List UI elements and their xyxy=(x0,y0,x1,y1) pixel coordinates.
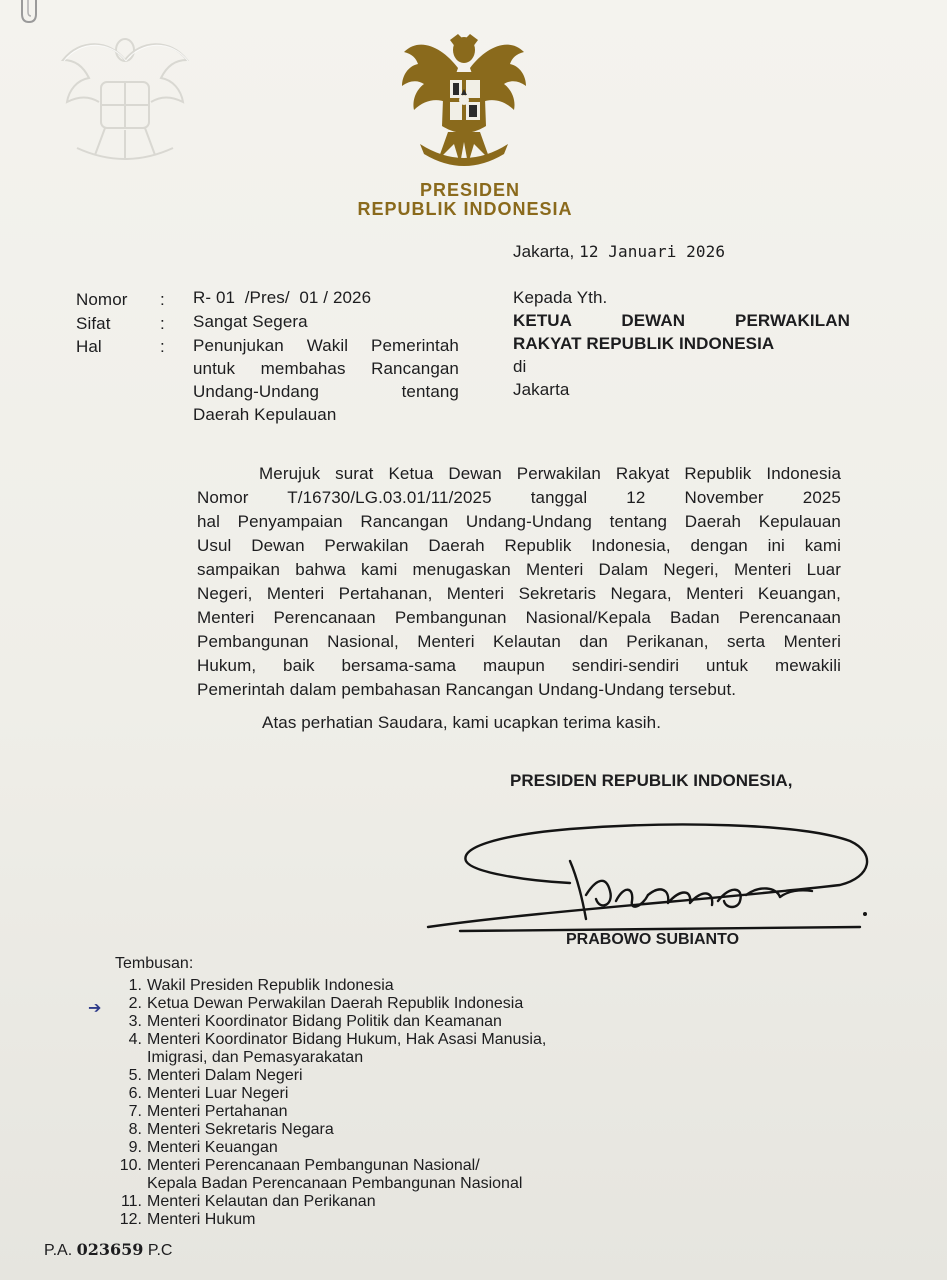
body-line: Usul Dewan Perwakilan Daerah Republik Indonesia, dengan ini kami xyxy=(197,536,841,555)
serial-suffix: P.C xyxy=(147,1242,173,1259)
list-item xyxy=(112,1031,632,1067)
list-item-number: 9. xyxy=(128,1139,142,1156)
signatory-name: PRABOWO SUBIANTO xyxy=(566,931,740,948)
hal-value xyxy=(193,334,459,426)
body-line: sampaikan bahwa kami menugaskan Menteri Dalam Negeri, Menteri Luar xyxy=(197,560,841,579)
recipient-line-1: KETUA DEWAN PERWAKILAN xyxy=(513,311,850,330)
body-line: Merujuk surat Ketua Dewan Perwakilan Rakyat Republik Indonesia xyxy=(259,464,841,483)
hal-line: Penunjukan Wakil Pemerintah xyxy=(193,336,459,355)
list-item-text: Menteri Dalam Negeri xyxy=(147,1067,303,1084)
list-item xyxy=(112,1067,632,1085)
hal-colon: : xyxy=(160,337,165,356)
hal-label: Hal xyxy=(76,337,102,356)
nomor-colon: : xyxy=(160,290,165,309)
body-line: Pembangunan Nasional, Menteri Kelautan dan Perikanan, serta Menteri xyxy=(197,632,841,651)
list-item xyxy=(112,977,632,995)
list-item-number: 2. xyxy=(128,995,142,1012)
tembusan-list xyxy=(112,977,632,1229)
list-item-text: Menteri Pertahanan xyxy=(147,1103,288,1120)
body-paragraph xyxy=(197,462,841,702)
list-item-text: Imigrasi, dan Pemasyarakatan xyxy=(147,1049,364,1066)
document-serial xyxy=(44,1240,172,1260)
recipient-di: di xyxy=(513,357,527,376)
list-item xyxy=(112,1211,632,1229)
list-item-number: 12. xyxy=(119,1211,142,1228)
body-line: Nomor T/16730/LG.03.01/11/2025 tanggal 12 November 2025 xyxy=(197,488,841,507)
serial-number: 023659 xyxy=(76,1240,144,1259)
list-item-number: 10. xyxy=(119,1157,142,1174)
date: 12 Januari 2026 xyxy=(579,242,726,261)
list-item xyxy=(112,995,632,1013)
list-item-number: 11. xyxy=(120,1193,142,1210)
embossed-garuda-seal-icon xyxy=(55,30,195,175)
list-item-text: Menteri Sekretaris Negara xyxy=(147,1121,334,1138)
list-item-text: Kepala Badan Perencanaan Pembangunan Nasional xyxy=(147,1175,523,1192)
garuda-pancasila-emblem xyxy=(398,28,530,170)
list-item-text: Menteri Hukum xyxy=(147,1211,256,1228)
list-item xyxy=(112,1103,632,1121)
arrow-right-icon: ➔ xyxy=(88,1000,102,1017)
hal-line: Undang-Undang tentang xyxy=(193,382,459,401)
sifat-colon: : xyxy=(160,314,165,333)
list-item xyxy=(112,1157,632,1193)
recipient-salutation: Kepada Yth. xyxy=(513,288,608,307)
list-item-number: 3. xyxy=(128,1013,142,1030)
sifat-value: Sangat Segera xyxy=(193,312,308,331)
place: Jakarta, xyxy=(513,242,575,261)
list-item-number: 4. xyxy=(128,1031,142,1048)
list-item-text: Menteri Luar Negeri xyxy=(147,1085,289,1102)
body-line: Pemerintah dalam pembahasan Rancangan Undang-Undang tersebut. xyxy=(197,680,737,699)
serial-prefix: P.A. xyxy=(44,1242,73,1259)
list-item-number: 8. xyxy=(128,1121,142,1138)
list-item-text: Menteri Koordinator Bidang Hukum, Hak Asasi Manusia, xyxy=(147,1031,547,1048)
list-item-text: Ketua Dewan Perwakilan Daerah Republik Indonesia xyxy=(147,995,524,1012)
recipient-city: Jakarta xyxy=(513,380,570,399)
letterhead-subtitle: REPUBLIK INDONESIA xyxy=(357,199,573,219)
list-item-number: 5. xyxy=(128,1067,142,1084)
list-item xyxy=(112,1121,632,1139)
hal-line: Daerah Kepulauan xyxy=(193,405,337,424)
body-line: Menteri Perencanaan Pembangunan Nasional/Kepala Badan Perencanaan xyxy=(197,608,841,627)
list-item-text: Menteri Perencanaan Pembangunan Nasional/ xyxy=(147,1157,480,1174)
list-item-text: Menteri Koordinator Bidang Politik dan Keamanan xyxy=(147,1013,502,1030)
list-item xyxy=(112,1085,632,1103)
handwritten-signature xyxy=(420,815,880,935)
tembusan-heading: Tembusan: xyxy=(115,955,194,972)
list-item xyxy=(112,1013,632,1031)
list-item-text: Wakil Presiden Republik Indonesia xyxy=(147,977,394,994)
letterhead-title: PRESIDEN xyxy=(419,180,521,200)
place-date xyxy=(513,240,725,263)
list-item-number: 6. xyxy=(128,1085,142,1102)
paper-clip-icon xyxy=(16,0,46,26)
body-line: Hukum, baik bersama-sama maupun sendiri-sendiri untuk mewakili xyxy=(197,656,841,675)
sifat-label: Sifat xyxy=(76,314,111,333)
list-item xyxy=(112,1139,632,1157)
body-line: Negeri, Menteri Pertahanan, Menteri Sekretaris Negara, Menteri Keuangan, xyxy=(197,584,841,603)
list-item-number: 7. xyxy=(128,1103,142,1120)
closing-sentence: Atas perhatian Saudara, kami ucapkan terima kasih. xyxy=(262,713,662,732)
hal-line: untuk membahas Rancangan xyxy=(193,359,459,378)
list-item xyxy=(112,1193,632,1211)
nomor-value: R- 01 /Pres/ 01 / 2026 xyxy=(193,288,372,307)
recipient-block xyxy=(513,286,850,401)
list-item-text: Menteri Keuangan xyxy=(147,1139,278,1156)
list-item-number: 1. xyxy=(128,977,142,994)
body-line: hal Penyampaian Rancangan Undang-Undang tentang Daerah Kepulauan xyxy=(197,512,841,531)
recipient-line-2: RAKYAT REPUBLIK INDONESIA xyxy=(513,334,775,353)
signatory-title: PRESIDEN REPUBLIK INDONESIA, xyxy=(510,771,793,790)
list-item-text: Menteri Kelautan dan Perikanan xyxy=(147,1193,376,1210)
nomor-label: Nomor xyxy=(76,290,128,309)
